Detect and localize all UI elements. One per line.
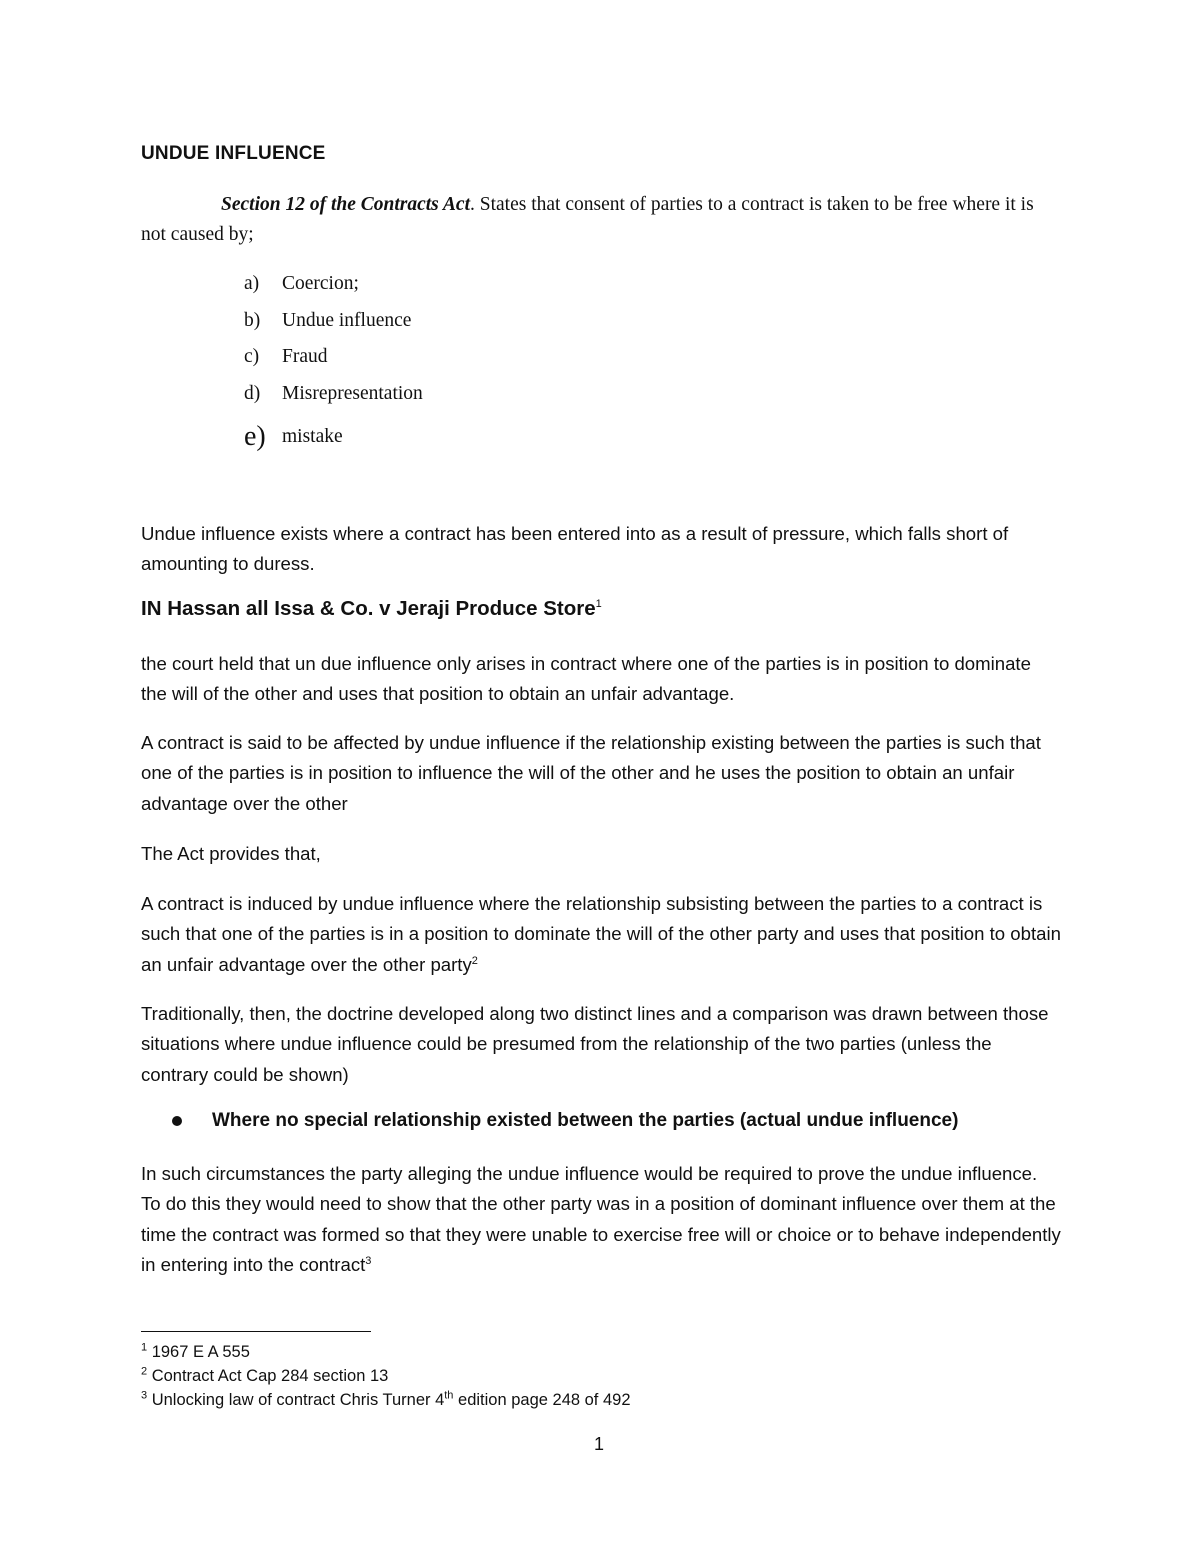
footnote <box>141 1364 631 1388</box>
intro-paragraph <box>141 190 1051 250</box>
footnotes <box>141 1340 631 1412</box>
list-item-text: Undue influence <box>282 309 412 331</box>
footnote-ref: 2 <box>471 954 478 967</box>
page-number: 1 <box>594 1434 605 1454</box>
footnote-text: Unlocking law of contract Chris Turner 4 <box>147 1391 445 1409</box>
list-item <box>244 376 423 413</box>
list-item-label: e) <box>244 421 266 452</box>
bullet-heading-text: Where no special relationship existed between the parties (actual undue influence) <box>212 1110 959 1131</box>
footnote-number: 2 <box>141 1365 148 1378</box>
act-intro: The Act provides that, <box>141 843 321 864</box>
list-item-label: c) <box>244 346 260 368</box>
bullet-heading <box>172 1110 958 1132</box>
circumstances-paragraph <box>141 1159 1061 1281</box>
traditional-paragraph: Traditionally, then, the doctrine developed along two distinct lines and a comparison was drawn between those situations where undue influence could be presumed from the relationship of the two parties (unless the contrary could be shown) <box>141 1003 1049 1085</box>
act-paragraph <box>141 889 1061 980</box>
list-item <box>244 266 423 303</box>
footnote-text-tail: edition page 248 of 492 <box>453 1391 631 1409</box>
act-text: A contract is induced by undue influence where the relationship subsisting between the parties to a contract is such that one of the parties is in a position to dominate the will of the other party and uses that position to obtain an unfair advantage over the other party <box>141 893 1061 975</box>
footnote-text: Contract Act Cap 284 section 13 <box>147 1367 389 1385</box>
affected-paragraph: A contract is said to be affected by undue influence if the relationship existing between the parties is such that one of the parties is in position to influence the will of the other and he uses the position to obtain an unfair advantage over the other <box>141 732 1041 814</box>
footnote-text: 1967 E A 555 <box>147 1343 250 1361</box>
holding-paragraph: the court held that un due influence only arises in contract where one of the parties is in position to dominate the will of the other and uses that position to obtain an unfair advantage. <box>141 653 1031 705</box>
list-item <box>244 303 423 340</box>
circumstances-text: In such circumstances the party alleging the undue influence would be required to prove the undue influence. To do this they would need to show that the other party was in a position of dominant influence over them at the time the contract was formed so that they were unable to exercise free will or choice or to behave independently in entering into the contract <box>141 1163 1061 1276</box>
list-item-text: mistake <box>282 426 343 447</box>
list-item-label: b) <box>244 309 261 331</box>
case-heading <box>141 597 602 621</box>
list-item <box>244 412 423 462</box>
footnote-separator <box>141 1331 371 1332</box>
list-item-text: Fraud <box>282 346 328 368</box>
definition-paragraph: Undue influence exists where a contract has been entered into as a result of pressure, which falls short of amounting to duress. <box>141 523 1009 575</box>
grounds-list <box>244 266 423 462</box>
ordinal-suffix: th <box>444 1389 454 1402</box>
footnote-ref: 1 <box>595 598 602 611</box>
footnote-number: 3 <box>141 1389 148 1402</box>
bullet-icon <box>172 1116 182 1126</box>
case-title: IN Hassan all Issa & Co. v Jeraji Produce Store <box>141 597 596 620</box>
footnote <box>141 1388 631 1412</box>
page-heading: UNDUE INFLUENCE <box>141 143 326 164</box>
list-item-label: d) <box>244 382 261 404</box>
footnote-ref: 3 <box>365 1255 372 1268</box>
footnote <box>141 1340 631 1364</box>
list-item-text: Misrepresentation <box>282 382 423 404</box>
intro-text: . States that consent of parties to a contract is taken to be free where it is not caused by; <box>141 194 1034 245</box>
list-item-text: Coercion; <box>282 273 359 295</box>
footnote-number: 1 <box>141 1341 148 1354</box>
list-item-label: a) <box>244 273 260 295</box>
list-item <box>244 339 423 376</box>
statute-citation: Section 12 of the Contracts Act <box>221 194 470 215</box>
